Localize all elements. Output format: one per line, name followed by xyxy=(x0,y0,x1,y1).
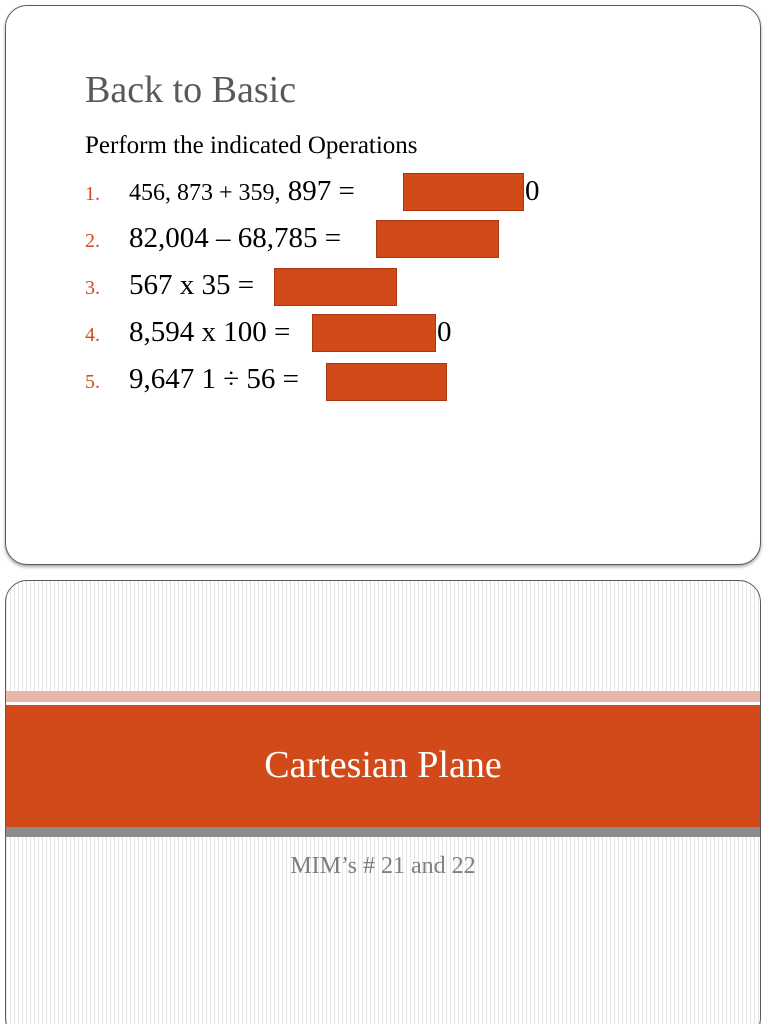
problem-number: 2. xyxy=(85,230,100,252)
problem-number: 3. xyxy=(85,277,100,299)
answer-redaction xyxy=(376,220,499,258)
answer-redaction xyxy=(274,268,397,306)
slide-title: Back to Basic xyxy=(85,69,297,111)
answer-redaction xyxy=(312,314,436,352)
problem-expression: 9,647 1 ÷ 56 = xyxy=(129,363,300,395)
problem-expression: 567 x 35 = xyxy=(129,269,255,301)
slide-cartesian-plane xyxy=(5,580,761,1024)
problem-answer-fragment: 0 xyxy=(437,316,452,348)
slide-title: Cartesian Plane xyxy=(264,744,502,786)
slide-back-to-basic xyxy=(5,5,761,565)
problem-expression-part: 456, 873 + 359, xyxy=(129,180,281,206)
title-band-accent xyxy=(6,691,760,702)
problem-expression-part: 897 = xyxy=(280,175,355,207)
answer-redaction xyxy=(326,363,447,401)
title-band-shadow xyxy=(6,827,760,837)
problem-expression xyxy=(129,175,355,208)
problem-answer-fragment: 0 xyxy=(525,175,540,207)
problem-number: 5. xyxy=(85,371,100,393)
slide-subtitle: Perform the indicated Operations xyxy=(85,132,418,159)
answer-redaction xyxy=(403,173,524,211)
slide-subtitle: MIM’s # 21 and 22 xyxy=(290,853,476,879)
problem-number: 1. xyxy=(85,183,100,205)
problem-expression: 82,004 – 68,785 = xyxy=(129,222,342,254)
problem-expression: 8,594 x 100 = xyxy=(129,316,291,348)
problem-number: 4. xyxy=(85,324,100,346)
